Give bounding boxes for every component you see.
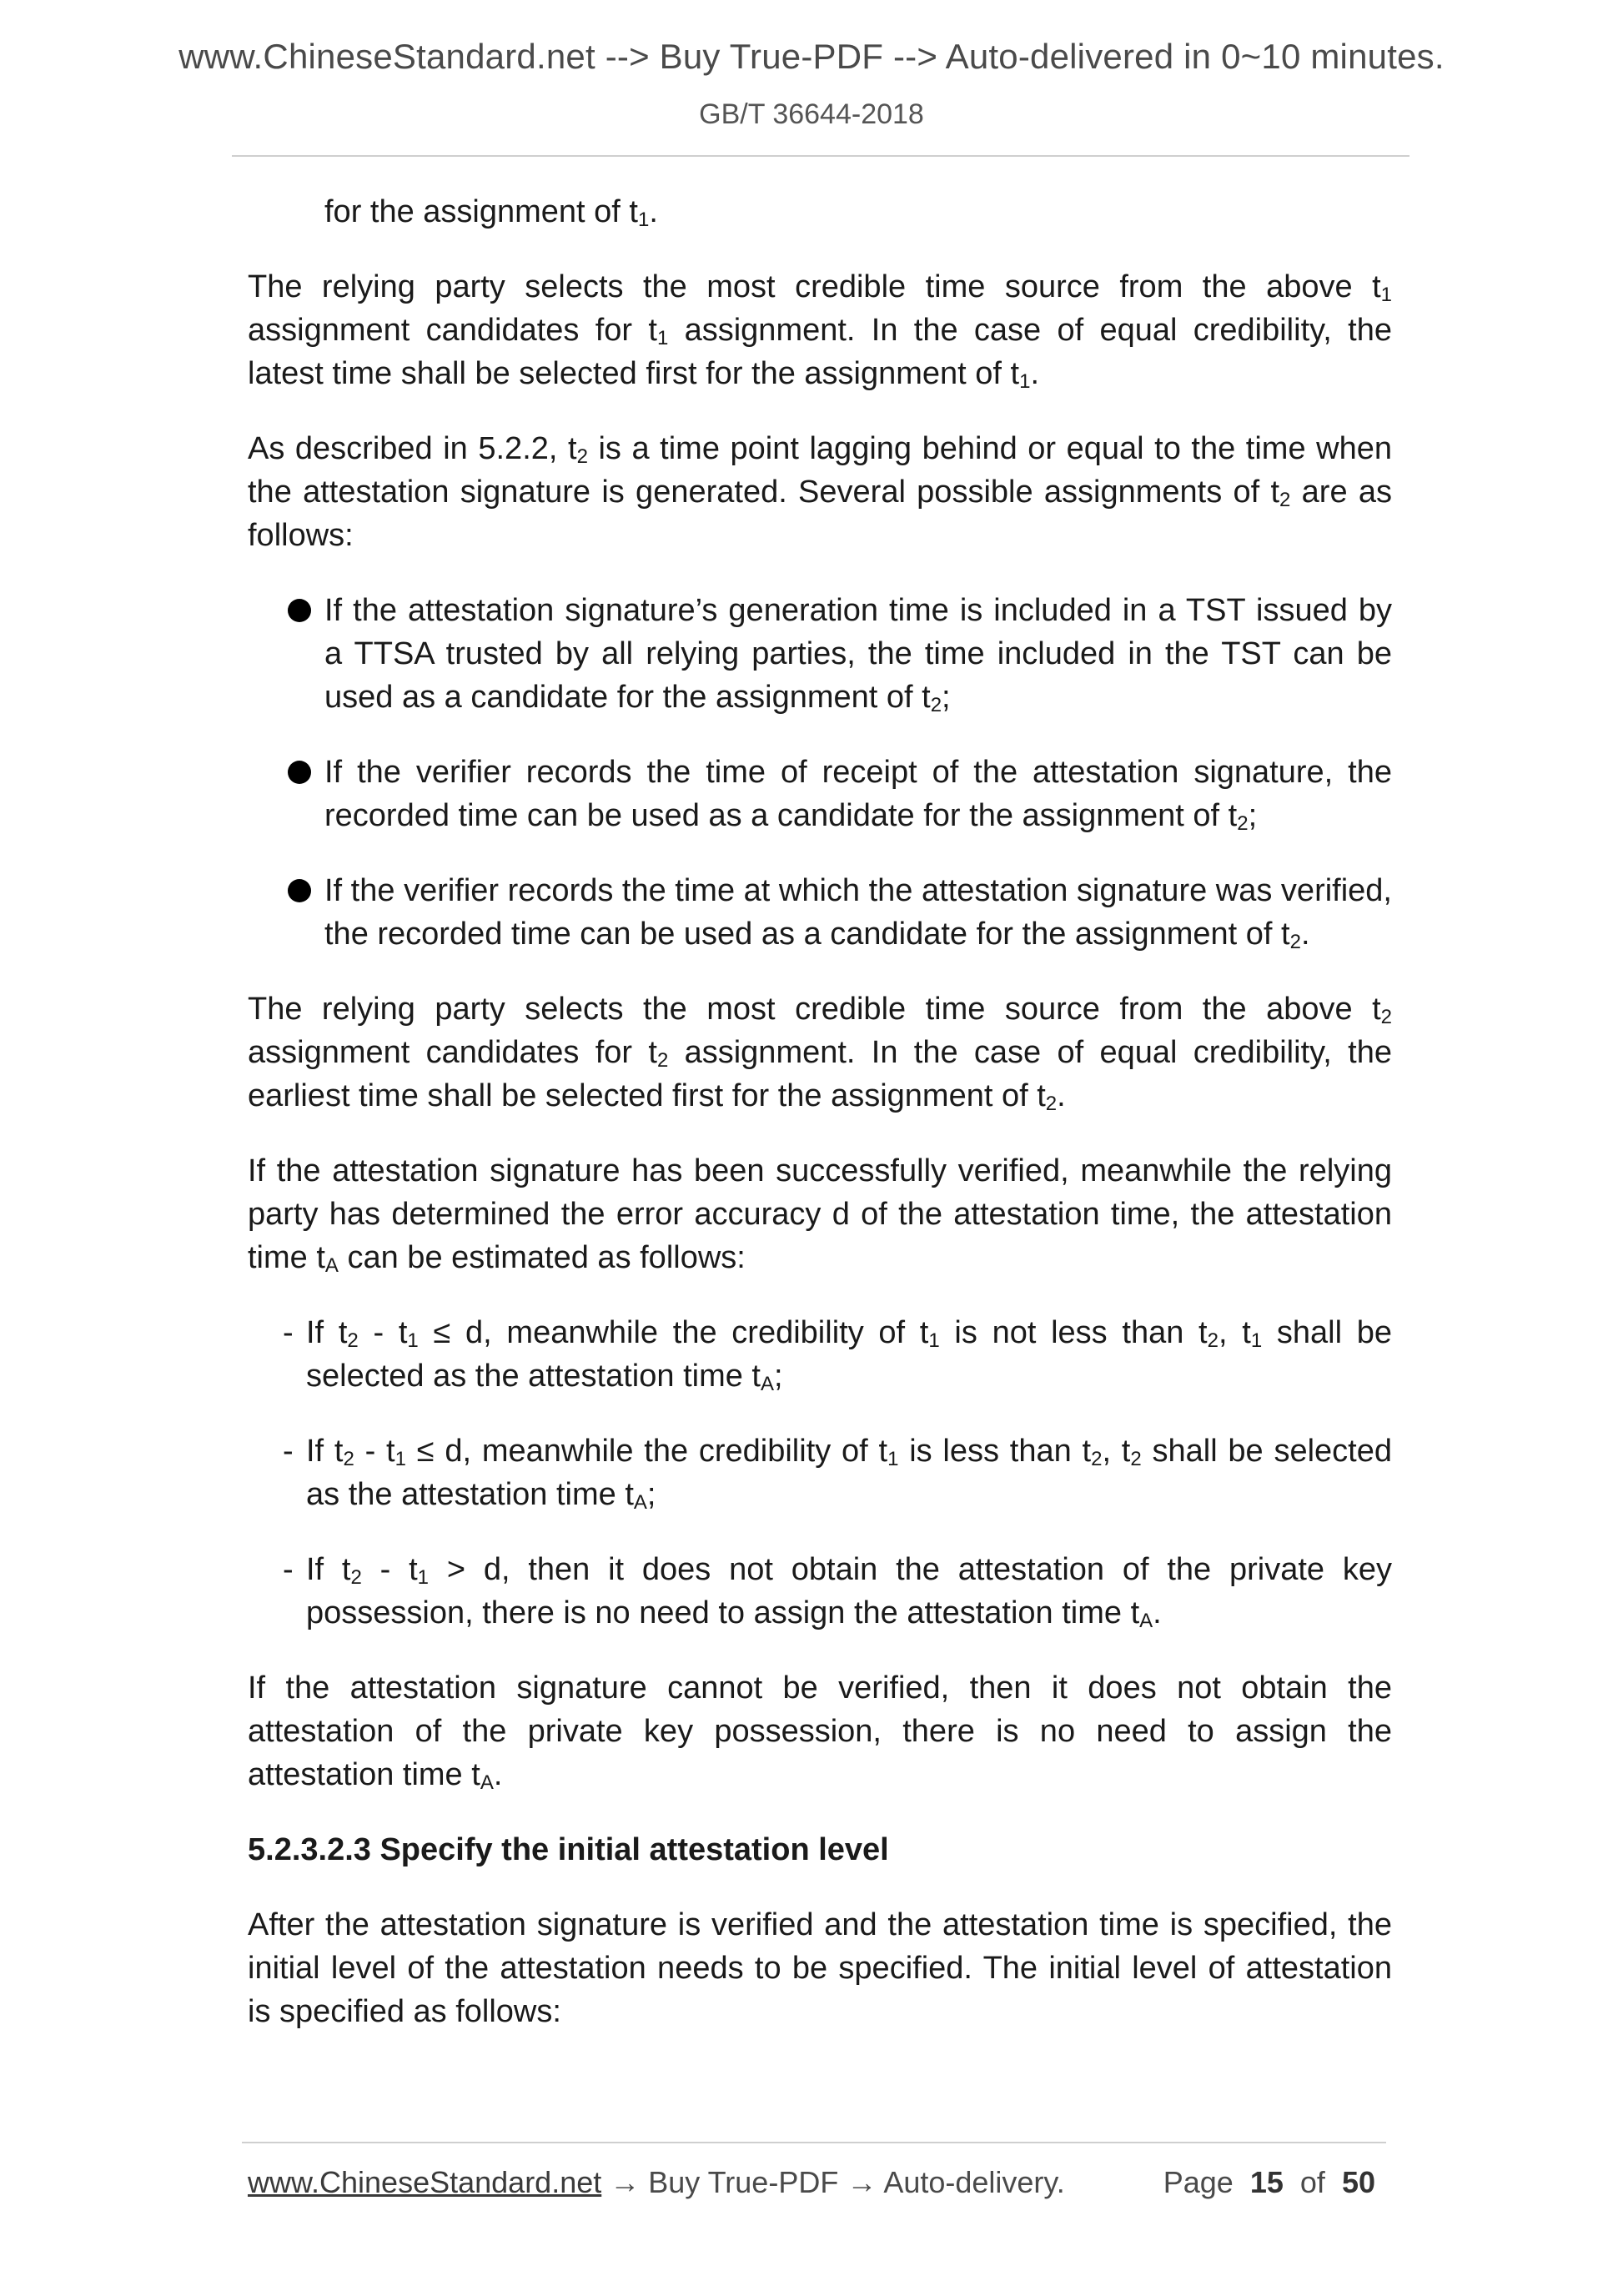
bullet-dot-icon: [288, 599, 311, 622]
subscript: A: [760, 1373, 774, 1395]
subscript: 1: [1019, 370, 1031, 393]
text-run: for the assignment of t: [324, 194, 638, 229]
paragraph-t2-selection: [248, 987, 1392, 1118]
text-run: If the verifier records the time of receipt of the attestation signature, the recorded time can be used as a candidate for the assignment of t: [324, 755, 1392, 833]
text-run: is not less than t: [939, 1315, 1208, 1350]
dash-marker: -: [283, 1552, 294, 1587]
subscript: 1: [1380, 284, 1392, 306]
text-run: assignment candidates for t: [248, 1035, 657, 1070]
subscript: 2: [1279, 489, 1291, 511]
paragraph-t2-intro: [248, 427, 1392, 557]
footer-divider: [242, 2142, 1386, 2143]
paragraph-t1-selection: [248, 265, 1392, 395]
footer-site-link[interactable]: www.ChineseStandard.net: [248, 2165, 602, 2199]
dash-text: [306, 1434, 1392, 1512]
text-run: assignment. In the case of equal credibility, the earliest time shall be selected first for the assignment of t: [248, 1035, 1392, 1113]
text-run: The relying party selects the most credible time source from the above t: [248, 992, 1381, 1027]
dash-text: [306, 1552, 1392, 1630]
text-run: is less than t: [898, 1434, 1092, 1469]
subscript: 1: [928, 1329, 940, 1352]
dash-marker: -: [283, 1315, 294, 1350]
subscript: 2: [1237, 812, 1249, 835]
text-run: .: [493, 1757, 503, 1792]
bullet-text: [324, 593, 1392, 715]
subscript: 1: [394, 1448, 406, 1470]
subscript: 2: [350, 1566, 362, 1589]
text-run: ;: [1248, 798, 1258, 833]
subscript: 2: [347, 1329, 359, 1352]
of-label: of: [1299, 2165, 1325, 2199]
dash-item: [248, 1429, 1392, 1516]
paragraph-t1-continuation: [324, 190, 1392, 234]
text-run: , t: [1102, 1434, 1131, 1469]
section-heading: 5.2.3.2.3 Specify the initial attestation level: [248, 1832, 889, 1867]
subscript: A: [633, 1491, 647, 1514]
bullet-dot-icon: [288, 879, 311, 902]
text-run: - t: [358, 1315, 408, 1350]
document-id: GB/T 36644-2018: [699, 98, 924, 130]
text-run: - t: [361, 1552, 418, 1587]
text-run: As described in 5.2.2, t: [248, 431, 577, 466]
subscript: 1: [637, 208, 650, 231]
text-run: If the verifier records the time at which the attestation signature was verified, the recorded time can be used as a candidate for the assignment of t: [324, 873, 1392, 952]
text-run: ≤ d, meanwhile the credibility of t: [418, 1315, 929, 1350]
paragraph-initial-level: [248, 1903, 1392, 2033]
text-run: .: [1153, 1595, 1162, 1630]
bullet-dot-icon: [288, 761, 311, 784]
text-run: .: [1030, 356, 1040, 391]
text-run: If t: [306, 1315, 348, 1350]
bullet-text: [324, 873, 1392, 952]
paragraph-unverified: [248, 1666, 1392, 1796]
dash-item: [248, 1548, 1392, 1635]
document-body: [248, 190, 1392, 2065]
subscript: A: [480, 1771, 494, 1794]
subscript: A: [1139, 1610, 1153, 1632]
text-run: ;: [646, 1477, 656, 1512]
text-run: If the attestation signature cannot be verified, then it does not obtain the attestation of the private key possession, there is no need to assign the attestation time t: [248, 1671, 1392, 1792]
bullet-text: [324, 755, 1392, 833]
subscript: 2: [1207, 1329, 1219, 1352]
text-run: The relying party selects the most credible time source from the above t: [248, 269, 1381, 304]
subscript: 2: [343, 1448, 354, 1470]
subscript: 2: [1130, 1448, 1142, 1470]
text-run: If the attestation signature has been successfully verified, meanwhile the relying party has determined the error accuracy d of the attestation time, the attestation time t: [248, 1153, 1392, 1275]
text-run: .: [1300, 917, 1310, 952]
text-run: .: [1057, 1078, 1066, 1113]
text-run: shall be selected as the attestation time t: [306, 1315, 1393, 1394]
subscript: 2: [656, 1049, 669, 1072]
text-run: assignment. In the case of equal credibility, the latest time shall be selected first for the assignment of t: [248, 313, 1392, 391]
page-number: [1163, 2165, 1375, 2200]
bullet-item: [248, 869, 1392, 956]
subscript: 2: [1289, 931, 1301, 953]
text-run: ;: [942, 680, 951, 715]
subscript: A: [324, 1254, 339, 1277]
page-label: Page: [1163, 2165, 1234, 2199]
text-run: .: [649, 194, 658, 229]
text-run: assignment candidates for t: [248, 313, 657, 348]
subscript: 1: [417, 1566, 430, 1589]
text-run: , t: [1218, 1315, 1251, 1350]
text-run: shall be selected as the attestation time t: [306, 1434, 1392, 1512]
paragraph-estimate-intro: [248, 1149, 1392, 1279]
text-run: - t: [354, 1434, 395, 1469]
footer-tagline: → Buy True-PDF → Auto-delivery.: [601, 2165, 1065, 2199]
header-divider: [232, 155, 1409, 157]
text-run: After the attestation signature is verified and the attestation time is specified, the initial level of the attestation needs to be specified. The initial level of attestation is specified as follows:: [248, 1907, 1392, 2029]
footer-left: [248, 2165, 1065, 2200]
text-run: If the attestation signature’s generation time is included in a TST issued by a TTSA trusted by all relying parties, the time included in the TST can be used as a candidate for the assignment of t: [324, 593, 1392, 715]
total-pages: 50: [1341, 2165, 1375, 2199]
site-banner: www.ChineseStandard.net --> Buy True-PDF --> Auto-delivered in 0~10 minutes.: [178, 37, 1445, 76]
text-run: is a time point lagging behind or equal to the time when the attestation signature is generated. Several possible assignments of t: [248, 431, 1392, 510]
subscript: 2: [930, 694, 942, 716]
subscript: 1: [887, 1448, 899, 1470]
text-run: > d, then it does not obtain the attestation of the private key possession, there is no need to assign the attestation time t: [306, 1552, 1392, 1630]
subscript: 1: [656, 327, 669, 349]
text-run: ≤ d, meanwhile the credibility of t: [405, 1434, 888, 1469]
text-run: If t: [306, 1434, 344, 1469]
current-page: 15: [1249, 2165, 1284, 2199]
subscript: 1: [407, 1329, 419, 1352]
subscript: 2: [1091, 1448, 1103, 1470]
subscript: 2: [1380, 1006, 1392, 1028]
text-run: can be estimated as follows:: [338, 1240, 746, 1275]
subscript: 1: [1250, 1329, 1263, 1352]
text-run: ;: [774, 1359, 783, 1394]
bullet-item: [248, 589, 1392, 719]
text-run: are as follows:: [248, 475, 1392, 553]
dash-text: [306, 1315, 1392, 1394]
dash-item: [248, 1311, 1392, 1398]
bullet-item: [248, 751, 1392, 837]
subscript: 2: [1045, 1093, 1058, 1115]
text-run: If t: [306, 1552, 351, 1587]
dash-marker: -: [283, 1434, 294, 1469]
subscript: 2: [576, 445, 588, 468]
